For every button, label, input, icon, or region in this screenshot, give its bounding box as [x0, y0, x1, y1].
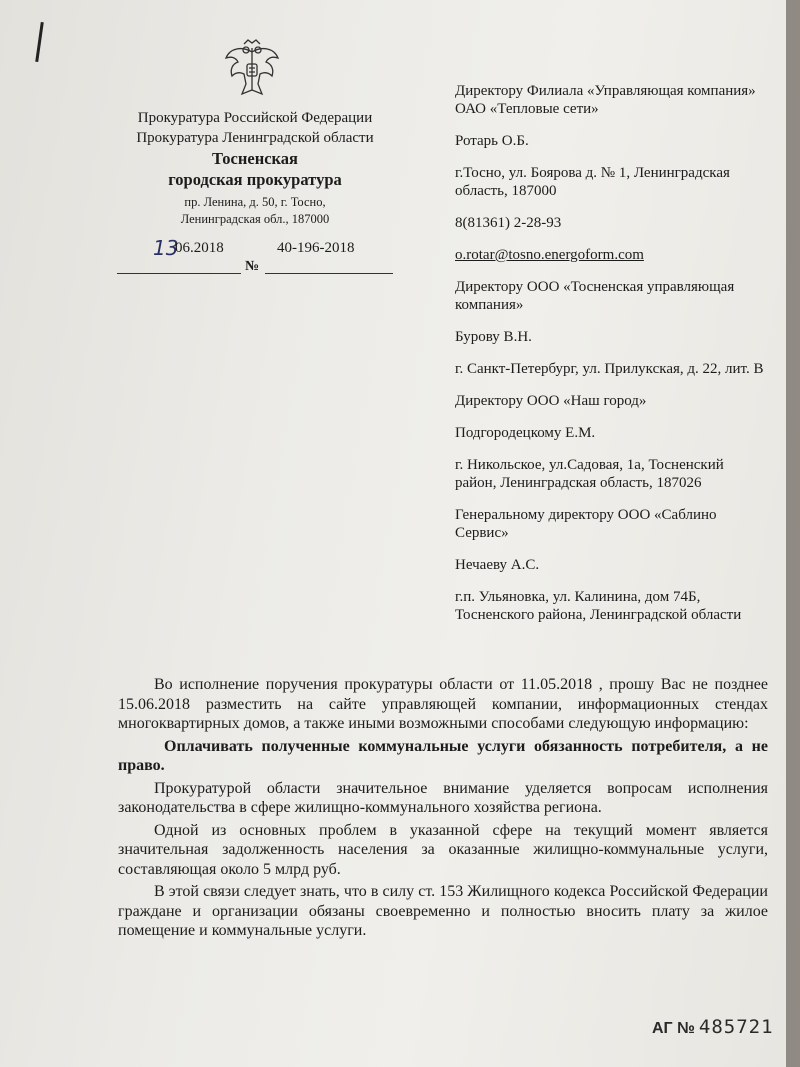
addressee-block: [455, 82, 765, 624]
sender-name-line-1: Тосненская: [212, 149, 298, 168]
date-number-line: [117, 238, 392, 274]
background-edge: [786, 0, 800, 1067]
sender-address-line-1: пр. Ленина, д. 50, г. Тосно,: [184, 195, 326, 209]
serial-prefix: АГ №: [652, 1020, 695, 1037]
addressee-4-name: Нечаеву А.С.: [455, 557, 540, 573]
serial-number: [652, 1016, 774, 1038]
handwritten-day: 13: [153, 236, 179, 260]
handwritten-page-mark: [35, 22, 44, 62]
serial-digits: 485721: [698, 1016, 774, 1038]
addressee-2-address: г. Санкт-Петербург, ул. Прилукская, д. 22, лит. В: [455, 361, 764, 377]
addressee-1-title: Директору Филиала «Управляющая компания» ОАО «Тепловые сети»: [455, 83, 756, 117]
body-paragraph-2: Оплачивать полученные коммунальные услуги обязанность потребителя, а не право.: [118, 737, 768, 774]
addressee-3-name: Подгородецкому Е.М.: [455, 425, 596, 441]
addressee-1-phone: 8(81361) 2-28-93: [455, 215, 562, 231]
sender-address-line-2: Ленинградская обл., 187000: [180, 212, 330, 226]
sender-line-1: Прокуратура Российской Федерации: [137, 110, 373, 126]
addressee-2-title: Директору ООО «Тосненская управляющая компания»: [455, 279, 735, 313]
body-paragraph-3: Прокуратурой области значительное внимание уделяется вопросам исполнения законодательства в сфере жилищно-коммунального хозяйства региона.: [118, 779, 768, 816]
outgoing-number: 40-196-2018: [277, 240, 355, 256]
addressee-1-address: г.Тосно, ул. Боярова д. № 1, Ленинградская область, 187000: [455, 165, 730, 199]
addressee-4-title: Генеральному директору ООО «Саблино Сервис»: [455, 507, 717, 541]
sender-line-2: Прокуратура Ленинградской области: [136, 130, 374, 146]
body-paragraph-4: Одной из основных проблем в указанной сфере на текущий момент является значительная задолженность населения за оказанные жилищно-коммунальные услуги, составляющая около 5 млрд руб.: [118, 821, 768, 878]
addressee-3-address: г. Никольское, ул.Садовая, 1а, Тосненский район, Ленинградская область, 187026: [455, 457, 724, 491]
addressee-1-name: Ротарь О.Б.: [455, 133, 529, 149]
letter-body: [118, 675, 768, 944]
sender-name-line-2: городская прокуратура: [168, 170, 342, 189]
number-underline: [265, 273, 393, 274]
sender-block: [105, 108, 405, 228]
addressee-4-address: г.п. Ульяновка, ул. Калинина, дом 74Б, Тосненского района, Ленинградской области: [455, 589, 742, 623]
number-label: №: [245, 259, 260, 274]
addressee-2-name: Бурову В.Н.: [455, 329, 532, 345]
addressee-3-title: Директору ООО «Наш город»: [455, 393, 647, 409]
addressee-1-email: o.rotar@tosno.energoform.com: [455, 247, 644, 263]
body-paragraph-5: В этой связи следует знать, что в силу ст. 153 Жилищного кодекса Российской Федерации граждане и организации обязаны своевременно и полностью вносить плату за жилое помещение и коммунальные услуги.: [118, 883, 768, 939]
outgoing-date: 06.2018: [175, 240, 224, 256]
body-paragraph-1: Во исполнение поручения прокуратуры области от 11.05.2018 , прошу Вас не позднее 15.06.2018 разместить на сайте управляющей компании, информационных стендах многоквартирных домов, а также иными возможными способами следующую информацию:: [118, 676, 768, 732]
date-underline: [117, 273, 241, 274]
coat-of-arms-emblem: [222, 38, 282, 100]
